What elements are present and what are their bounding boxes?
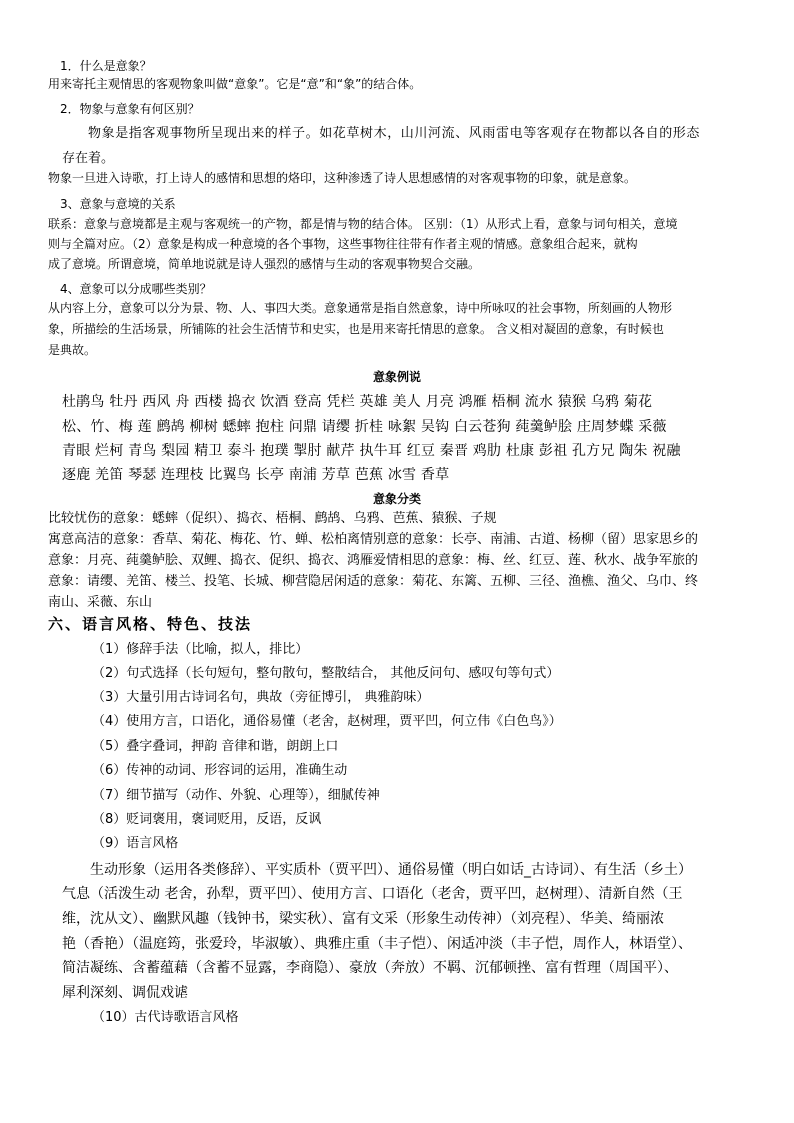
style-para-line2: 气息（活泼生动 老舍，孙犁，贾平凹）、使用方言、口语化（老舍，贾平凹，赵树理）、清新自然（王 <box>62 886 683 902</box>
classification-line5: 南山、采薇、东山 <box>48 595 153 610</box>
q4-line2: 象，所描绘的生活场景，所铺陈的社会生活情节和史实，也是用来寄托情思的意象。 含义相对凝固的意象，有时候也 <box>48 322 664 336</box>
examples-title: 意象例说 <box>372 370 421 384</box>
q3-line2: 则与全篇对应。（2）意象是构成一种意境的各个事物，这些事物往往带有作者主观的情感。意象组合起来，就构 <box>48 237 638 251</box>
item-4: （4）使用方言，口语化，通俗易懂（老舍，赵树理，贾平凹，何立伟《白色鸟》） <box>92 714 562 729</box>
classification-line3: 意象：月亮、莼羹鲈脍、双鲤、捣衣、促织、捣衣、鸿雁爱情相思的意象：梅、丝、红豆、莲、秋水、战争军旅的 <box>48 553 699 568</box>
item-2: （2）句式选择（长句短句，整句散句，整散结合， 其他反问句、感叹句等句式） <box>92 666 560 681</box>
q2-heading: 2．物象与意象有何区别？ <box>60 102 200 116</box>
examples-line4: 逐鹿 羌笛 琴瑟 连理枝 比翼鸟 长亭 南浦 芳草 芭蕉 冰雪 香草 <box>62 467 450 483</box>
style-para-line1: 生动形象（运用各类修辞）、平实质朴（贾平凹）、通俗易懂（明白如话_古诗词）、有生活（乡土） <box>90 862 692 878</box>
item-10: （10）古代诗歌语言风格 <box>92 1010 239 1025</box>
style-para-line6: 犀利深刻、调侃戏谑 <box>62 985 188 1001</box>
classification-title: 意象分类 <box>372 492 421 506</box>
style-para-line5: 简洁凝练、含蓄蕴藉（含蓄不显露，李商隐）、豪放（奔放）不羁、沉郁顿挫、富有哲理（周国平）、 <box>62 960 678 976</box>
item-6: （6）传神的动词、形容词的运用，准确生动 <box>92 763 348 778</box>
q2-para1-line2: 存在着。 <box>62 151 115 166</box>
item-3: （3）大量引用古诗词名句，典故（旁征博引， 典雅韵味） <box>92 690 430 705</box>
q2-para2: 物象一旦进入诗歌，打上诗人的感情和思想的烙印，这种渗透了诗人思想感情的对客观事物的印象，就是意象。 <box>48 171 637 185</box>
classification-line4: 意象：请缨、羌笛、楼兰、投笔、长城、柳营隐居闲适的意象：菊花、东篱、五柳、三径、渔樵、渔父、乌巾、终 <box>48 574 699 589</box>
q3-heading: 3、意象与意境的关系 <box>60 197 176 211</box>
classification-line1: 比较忧伤的意象：蟋蟀（促织）、捣衣、梧桐、鹧鸪、乌鸦、芭蕉、猿猴、子规 <box>48 511 497 526</box>
q1-heading: 1．什么是意象？ <box>60 59 152 73</box>
q3-line1: 联系：意象与意境都是主观与客观统一的产物，都是情与物的结合体。 区别：（1）从形式上看，意象与词句相关，意境 <box>48 217 678 231</box>
q4-line1: 从内容上分，意象可以分为景、物、人、事四大类。意象通常是指自然意象，诗中所咏叹的社会事物，所刻画的人物形 <box>48 301 673 315</box>
examples-line3: 青眼 烂柯 青鸟 梨园 精卫 泰斗 抱璞 掣肘 献芹 执牛耳 红豆 秦晋 鸡肋 杜康 彭祖 孔方兄 陶朱 祝融 <box>62 443 681 459</box>
examples-line1: 杜鹃鸟 牡丹 西风 舟 西楼 捣衣 饮酒 登高 凭栏 英雄 美人 月亮 鸿雁 梧桐 流水 猿猴 乌鸦 菊花 <box>62 394 653 410</box>
item-1: （1）修辞手法（比喻，拟人，排比） <box>92 642 309 657</box>
q4-heading: 4、意象可以分成哪些类别？ <box>60 282 212 296</box>
classification-line2: 寓意高洁的意象：香草、菊花、梅花、竹、蝉、松柏离情别意的意象：长亭、南浦、古道、杨柳（留）思家思乡的 <box>48 532 699 547</box>
section-six-heading: 六、语言风格、特色、技法 <box>48 615 253 633</box>
style-para-line4: 艳（香艳）（温庭筠，张爱玲，毕淑敏）、典雅庄重（丰子恺）、闲适冲淡（丰子恺，周作人，林语堂）、 <box>62 936 692 952</box>
q2-para1-line1: 物象是指客观事物所呈现出来的样子。如花草树木，山川河流、风雨雷电等客观存在物都以各自的形态 <box>88 126 701 141</box>
q4-line3: 是典故。 <box>48 343 97 357</box>
item-9: （9）语言风格 <box>92 836 179 851</box>
q1-answer: 用来寄托主观情思的客观物象叫做“意象”。它是“意”和“象”的结合体。 <box>48 77 422 91</box>
item-5: （5）叠字叠词，押韵 音律和谐，朗朗上口 <box>92 739 339 754</box>
item-7: （7）细节描写（动作、外貌、心理等），细腻传神 <box>92 788 380 803</box>
examples-line2: 松、竹、梅 莲 鹧鸪 柳树 蟋蟀 抱柱 问鼎 请缨 折桂 咏絮 吴钩 白云苍狗 莼羹鲈脍 庄周梦蝶 采薇 <box>62 419 667 435</box>
item-8: （8）贬词褒用，褒词贬用，反语，反讽 <box>92 812 322 827</box>
q3-line3: 成了意境。所谓意境，简单地说就是诗人强烈的感情与生动的客观事物契合交融。 <box>48 257 481 271</box>
style-para-line3: 维，沈从文）、幽默风趣（钱钟书，梁实秋）、富有文采（形象生动传神）（刘亮程）、华美、绮丽浓 <box>62 911 664 927</box>
